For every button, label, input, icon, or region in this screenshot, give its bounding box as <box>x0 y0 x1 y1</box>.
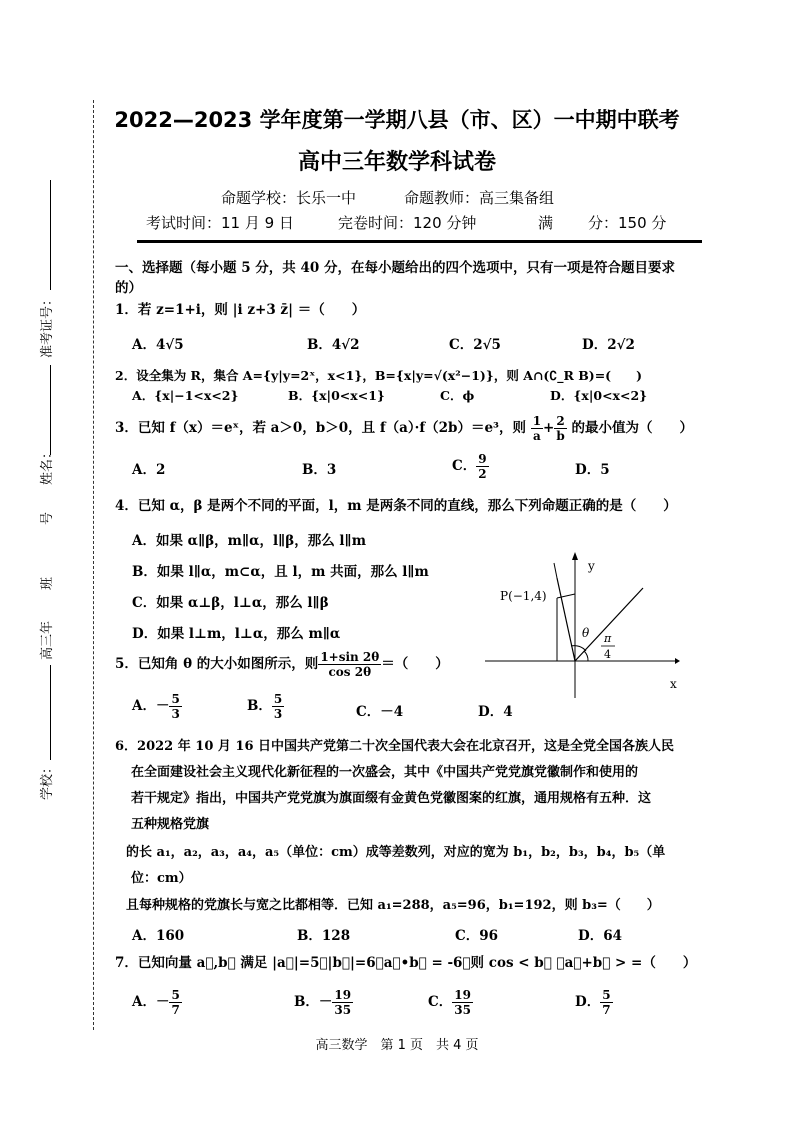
total-score: 分：150 分 <box>588 214 667 232</box>
x-axis-label: x <box>670 677 677 691</box>
class-number-label: 号 <box>40 511 55 525</box>
q7-option-b-fraction: $\frac{19}{35}$ <box>334 988 352 1017</box>
q7-option-c: C． $\frac{19}{35}$ <box>428 988 471 1017</box>
y-axis-label: y <box>588 559 595 573</box>
exam-date: 考试时间：11 月 9 日 <box>146 214 294 232</box>
point-p-label: P(−1,4) <box>500 589 547 603</box>
header-rule <box>137 240 702 243</box>
q1-option-c: C．2√5 <box>449 337 501 353</box>
paper-subtitle: 高中三年数学科试卷 <box>297 150 496 175</box>
grade-label: 高三年 <box>40 620 55 660</box>
q3-stem-b: 的最小值为（ ） <box>571 420 693 436</box>
q5-stem-a: 5．已知角 θ 的大小如图所示，则 <box>115 656 319 672</box>
q5-fraction: $\frac{1+\sin 2\theta}{\cos 2\theta}$ <box>320 650 380 679</box>
q7-option-a: A．－ $\frac{5}{7}$ <box>132 988 180 1017</box>
q5-option-c: C．－4 <box>356 704 404 720</box>
page-footer: 高三数学 第 1 页 共 4 页 <box>315 1038 479 1053</box>
question-5 <box>115 650 449 679</box>
q5-option-a: A．－ $\frac{5}{3}$ <box>132 692 180 721</box>
pi-label: π <box>604 632 612 645</box>
y-axis-arrow <box>572 552 578 560</box>
proposing-school: 命题学校：长乐一中 <box>221 189 357 207</box>
x-axis-arrow <box>675 658 680 664</box>
section-heading: 一、选择题（每小题 5 分，共 40 分，在每小题给出的四个选项中，只有一项是符合题目要求的） <box>115 260 675 296</box>
q6-option-b: B．128 <box>297 928 351 944</box>
q2-option-a: A．{x|−1<x<2} <box>132 388 239 403</box>
q7-option-a-fraction: $\frac{5}{7}$ <box>171 988 180 1017</box>
theta-label: θ <box>582 626 590 640</box>
question-6-line-6: 位：cm） <box>131 871 192 886</box>
four-label: 4 <box>604 648 611 661</box>
question-6-line-1: 6．2022 年 10 月 16 日中国共产党第二十次全国代表大会在北京召开，这是全党全国各族人民 <box>115 739 675 754</box>
q6-option-d: D．64 <box>578 928 622 944</box>
q4-option-d: D．如果 l⊥m，l⊥α，那么 m∥α <box>132 626 341 642</box>
q4-option-b: B．如果 l∥α，m⊂α，且 l，m 共面，那么 l∥m <box>132 564 429 580</box>
question-6-line-2: 在全面建设社会主义现代化新征程的一次盛会，其中《中国共产党党旗党徽制作和使用的 <box>131 765 639 780</box>
q6-option-c: C．96 <box>455 928 499 944</box>
question-6-line-7: 且每种规格的党旗长与宽之比都相等．已知 a₁=288，a₅=96，b₁=192，则 b₃=（ ） <box>126 898 660 913</box>
q7-option-d-fraction: $\frac{5}{7}$ <box>602 988 611 1017</box>
q3-option-c: C． $\frac{9}{2}$ <box>452 452 487 481</box>
q3-option-a: A．2 <box>132 462 166 478</box>
q7-option-d: D． $\frac{5}{7}$ <box>575 988 611 1017</box>
binding-dashed-line <box>93 100 94 1030</box>
proposing-teacher: 命题教师：高三集备组 <box>404 189 555 207</box>
angle-figure <box>480 548 690 700</box>
q2-option-b: B．{x|0<x<1} <box>288 388 385 403</box>
q5-option-b-fraction: $\frac{5}{3}$ <box>273 692 283 721</box>
q5-option-a-fraction: $\frac{5}{3}$ <box>171 692 180 721</box>
q2-option-d: D．{x|0<x<2} <box>550 388 648 403</box>
question-1: 1．若 z=1+i，则 |i z+3 z̄| ＝（ ） <box>115 302 366 318</box>
exam-number-label: 准考证号： <box>40 292 55 358</box>
school-underline <box>50 665 51 760</box>
q2-option-c: C．ϕ <box>440 388 475 403</box>
name-underline <box>50 365 51 455</box>
pi4-arc <box>584 651 588 661</box>
exam-number-underline <box>50 180 51 290</box>
q3-stem-a: 3．已知 f（x）＝eˣ，若 a＞0，b＞0，且 f（a）·f（2b）＝e³，则 <box>115 420 526 436</box>
exam-title: 2022—2023 学年度第一学期八县（市、区）一中期中联考 <box>114 108 680 132</box>
q4-option-c: C．如果 α⊥β，l⊥α，那么 l∥β <box>132 595 329 611</box>
question-4: 4．已知 α，β 是两个不同的平面，l，m 是两条不同的直线，那么下列命题正确的是（ ） <box>115 498 677 514</box>
q5-option-d: D．4 <box>478 704 513 720</box>
exam-duration: 完卷时间：120 分钟 <box>338 214 477 232</box>
q7-option-b: B．－ $\frac{19}{35}$ <box>294 988 352 1017</box>
q5-option-b: B． $\frac{5}{3}$ <box>247 692 283 721</box>
question-6-line-4: 五种规格党旗 <box>131 817 210 832</box>
question-3: 3．已知 f（x）＝eˣ，若 a＞0，b＞0，且 f（a）·f（2b）＝e³，则 $\frac{1}{a}$ + $\frac{2}{b}$ 的最小值为（ ） <box>115 414 693 443</box>
perpendicular-top <box>557 594 575 598</box>
q4-option-a: A．如果 α∥β，m∥α，l∥β，那么 l∥m <box>132 533 366 549</box>
q3-option-c-fraction: $\frac{9}{2}$ <box>478 452 487 481</box>
q1-option-b: B．4√2 <box>307 337 360 353</box>
question-6-line-3: 若干规定》指出，中国共产党党旗为旗面缀有金黄色党徽图案的红旗，通用规格有五种．这 <box>131 791 652 806</box>
q3-option-d: D．5 <box>575 462 610 478</box>
question-6-line-5: 的长 a₁，a₂，a₃，a₄，a₅（单位：cm）成等差数列，对应的宽为 b₁，b₂，b₃，b₄，b₅（单 <box>126 845 666 860</box>
q1-option-d: D．2√2 <box>582 337 635 353</box>
q3-option-b: B．3 <box>302 462 337 478</box>
question-7: 7．已知向量 a⃗,b⃗ 满足 |a⃗|=5，|b⃗|=6，a⃗•b⃗ = -6，则 cos < b⃗ ，a⃗+b⃗ > =（ ） <box>115 955 697 971</box>
school-label: 学校： <box>40 760 55 800</box>
q7-option-c-fraction: $\frac{19}{35}$ <box>454 988 471 1017</box>
class-label: 班 <box>40 576 55 590</box>
q3-fraction-2: $\frac{2}{b}$ <box>556 414 565 443</box>
score-label: 满 <box>538 214 554 232</box>
q6-option-a: A．160 <box>132 928 185 944</box>
q1-option-a: A．4√5 <box>132 337 184 353</box>
q5-stem-b: ＝（ ） <box>381 656 449 672</box>
name-label: 姓名： <box>40 445 55 485</box>
question-2: 2．设全集为 R，集合 A={y|y=2ˣ，x<1}，B={x|y=√(x²−1)}，则 A∩(∁_R B)=( ) <box>115 368 643 383</box>
ray-extension <box>554 563 557 578</box>
terminal-ray-op <box>557 578 575 661</box>
q3-fraction-1: $\frac{1}{a}$ <box>532 414 542 443</box>
